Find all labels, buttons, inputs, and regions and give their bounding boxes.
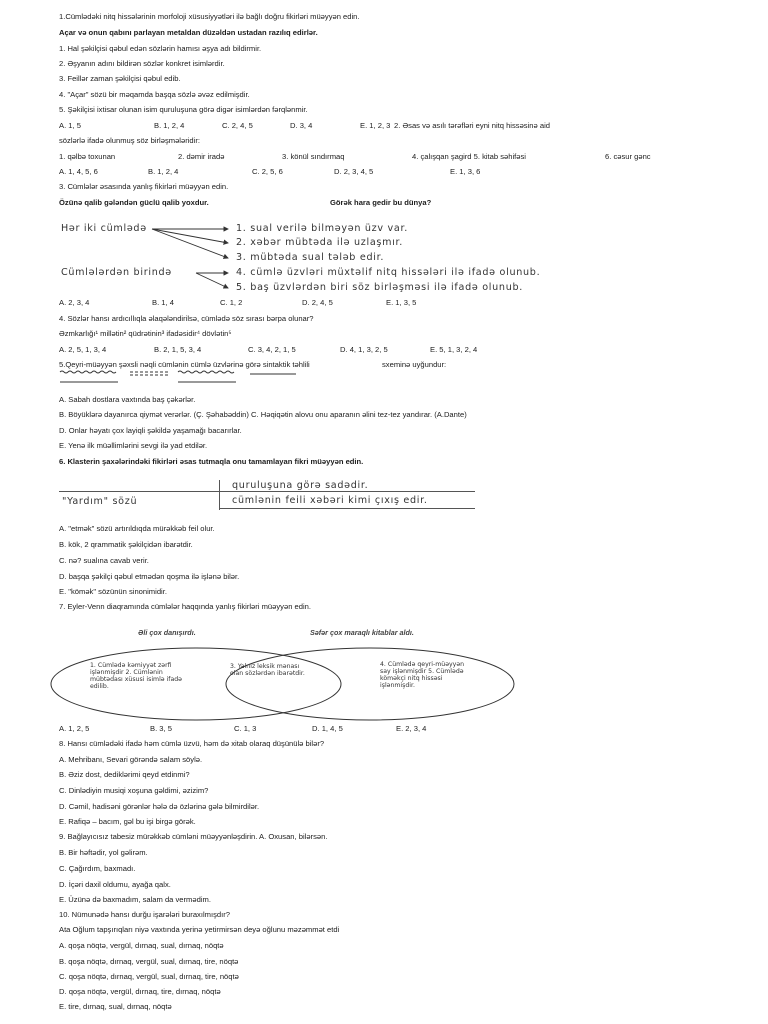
q6-bottom-right: cümlənin feili xəbəri kimi çıxış edir. (232, 495, 428, 506)
q2-question-part2: sözlərlə ifadə olunmuş söz birləşmələridir: (59, 136, 200, 145)
q6-question: 6. Klasterin şaxələrindəki fikirləri əsas tutmaqla onu tamamlayan fikri müəyyən edin. (59, 457, 364, 466)
q7-option-a[interactable]: A. 1, 2, 5 (59, 724, 90, 733)
q2-item-2: 2. dəmir iradə (178, 152, 225, 161)
q4-option-e[interactable]: E. 5, 1, 3, 2, 4 (430, 345, 478, 354)
q3-statement-1: 1. sual verilə bilməyən üzv var. (236, 223, 408, 234)
q1-statement-4: 4. "Açar" sözü bir məqamda başqa sözlə əvəz edilmişdir. (59, 90, 250, 99)
q10-option-e[interactable]: E. tire, dırnaq, sual, dırnaq, nöqtə (59, 1002, 172, 1011)
q1-question: 1.Cümlədəki nitq hissələrinin morfoloji xüsusiyyətləri ilə bağlı doğru fikirləri müəyyən edin. (59, 12, 360, 21)
q1-statement-5: 5. Şəkilçisi ixtisar olunan isim quruluşuna görə digər isimlərdən fərqlənmir. (59, 105, 308, 114)
q7-option-c[interactable]: C. 1, 3 (234, 724, 257, 733)
q1-option-c[interactable]: C. 2, 4, 5 (222, 121, 253, 130)
q10-option-d[interactable]: D. qoşa nöqtə, vergül, dırnaq, tire, dırnaq, nöqtə (59, 987, 221, 996)
q2-option-d[interactable]: D. 2, 3, 4, 5 (334, 167, 374, 176)
q2-option-e[interactable]: E. 1, 3, 6 (450, 167, 481, 176)
q8-question: 8. Hansı cümlədəki ifadə həm cümlə üzvü, həm də xitab olaraq düşünülə bilər? (59, 739, 325, 748)
q4-words: Əzmkarlığı¹ millətin² qüdrətinin³ ifadəsidir⁴ dövlətin⁵ (59, 329, 232, 338)
q5-question: 5.Qeyri-müəyyən şəxsli nəqli cümlənin cümlə üzvlərinə görə sintaktik təhlili (59, 360, 310, 369)
q7-option-d[interactable]: D. 1, 4, 5 (312, 724, 343, 733)
q8-option-c[interactable]: C. Dinlədiyin musiqi xoşuna gəldimi, əzizim? (59, 786, 209, 795)
q10-option-b[interactable]: B. qoşa nöqtə, dırnaq, vergül, sual, dırnaq, tire, nöqtə (59, 957, 239, 966)
q1-option-b[interactable]: B. 1, 2, 4 (154, 121, 185, 130)
q5-option-d[interactable]: D. Onlar həyatı çox layiqli şəkildə yaşamağı bacarırlar. (59, 426, 242, 435)
venn-right-text: 4. Cümlədə qeyri-müəyyən say işlənmişdir 5. Cümlədə köməkçi nitq hissəsi işlənmişdir. (380, 661, 465, 689)
q8-option-e[interactable]: E. Rafiqə – bacım, gəl bu işi birgə görək. (59, 817, 196, 826)
q1-sentence: Açar və onun qabını parlayan metaldan düzəldən ustadan razılıq edirlər. (59, 28, 318, 37)
q7-option-e[interactable]: E. 2, 3, 4 (396, 724, 427, 733)
q3-option-b[interactable]: B. 1, 4 (152, 298, 174, 307)
q2-item-1: 1. qəlbə toxunan (59, 152, 116, 161)
q3-question: 3. Cümlələr əsasında yanlış fikirləri müəyyən edin. (59, 182, 229, 191)
q4-option-c[interactable]: C. 3, 4, 2, 1, 5 (248, 345, 296, 354)
q6-option-b[interactable]: B. kök, 2 qrammatik şəkilçidən ibarətdir. (59, 540, 193, 549)
q2-item-6: 6. cəsur gənc (605, 152, 651, 161)
q3-statement-5: 5. baş üzvlərdən biri söz birləşməsi ilə ifadə olunub. (236, 282, 524, 293)
q5-option-b-c[interactable]: B. Böyüklərə dayanırca qiymət verərlər. (Ç. Şəhabəddin) C. Həqiqətin alovu onu aparanın əlini tez-tez yandırar. (A.Dante) (59, 410, 467, 419)
q3-option-d[interactable]: D. 2, 4, 5 (302, 298, 333, 307)
q2-item-4-5: 4. çalışqan şagird 5. kitab səhifəsi (412, 152, 526, 161)
q9-option-b[interactable]: B. Bir həftədir, yol gəlirəm. (59, 848, 148, 857)
q5-question-tail: sxeminə uyğundur: (382, 360, 447, 369)
q9-question: 9. Bağlayıcısız tabesiz mürəkkəb cümləni müəyyənləşdirin. A. Oxusan, bilərsən. (59, 832, 328, 841)
q1-statement-1: 1. Hal şəkilçisi qəbul edən sözlərin hamısı əşya adı bildirmir. (59, 44, 262, 53)
q8-option-d[interactable]: D. Cəmil, hadisəni görənlər hələ də özlərinə gələ bilmirdilər. (59, 802, 260, 811)
q2-option-b[interactable]: B. 1, 2, 4 (148, 167, 179, 176)
q7-question: 7. Eyler-Venn diaqramında cümlələr haqqında yanlış fikirləri müəyyən edin. (59, 602, 311, 611)
q6-top-right: quruluşuna görə sadədir. (232, 480, 369, 491)
q6-option-d[interactable]: D. başqa şəkilçi qəbul etmədən qoşma ilə işlənə bilər. (59, 572, 240, 581)
q6-option-e[interactable]: E. "kömək" sözünün sinonimidir. (59, 587, 167, 596)
q10-question: 10. Nümunədə hansı durğu işarələri buraxılmışdır? (59, 910, 230, 919)
q10-option-a[interactable]: A. qoşa nöqtə, vergül, dırnaq, sual, dırnaq, nöqtə (59, 941, 224, 950)
q2-question-part1: 2. Əsas və asılı tərəfləri eyni nitq hissəsinə aid (394, 121, 550, 130)
q3-statement-3: 3. mübtəda sual tələb edir. (236, 252, 385, 263)
q1-statement-2: 2. Əşyanın adını bildirən sözlər konkret isimlərdir. (59, 59, 225, 68)
q3-left-bottom: Cümlələrdən birində (61, 267, 172, 278)
q5-option-e[interactable]: E. Yenə ilk müəllimlərini sevgi ilə yad etdilər. (59, 441, 208, 450)
q2-option-a[interactable]: A. 1, 4, 5, 6 (59, 167, 98, 176)
q6-left: "Yardım" sözü (62, 496, 138, 507)
q4-question: 4. Sözlər hansı ardıcıllıqla əlaqələndirilsə, cümlədə söz sırası bərpa olunar? (59, 314, 314, 323)
q6-option-c[interactable]: C. nə? sualına cavab verir. (59, 556, 149, 565)
q4-option-a[interactable]: A. 2, 5, 1, 3, 4 (59, 345, 107, 354)
q2-option-c[interactable]: C. 2, 5, 6 (252, 167, 283, 176)
q7-right-title: Səfər çox maraqlı kitablar aldı. (310, 628, 414, 637)
q3-statement-4: 4. cümlə üzvləri müxtəlif nitq hissələri ilə ifadə olunub. (236, 267, 541, 278)
q4-option-b[interactable]: B. 2, 1, 5, 3, 4 (154, 345, 202, 354)
q9-option-c[interactable]: C. Çağırdım, baxmadı. (59, 864, 136, 873)
q1-statement-3: 3. Feillər zaman şəkilçisi qəbul edib. (59, 74, 181, 83)
q3-option-a[interactable]: A. 2, 3, 4 (59, 298, 90, 307)
q1-option-a[interactable]: A. 1, 5 (59, 121, 81, 130)
q3-option-c[interactable]: C. 1, 2 (220, 298, 243, 307)
q7-option-b[interactable]: B. 3, 5 (150, 724, 172, 733)
q1-option-d[interactable]: D. 3, 4 (290, 121, 313, 130)
q5-option-a[interactable]: A. Sabah dostlara vaxtında baş çəkərlər. (59, 395, 196, 404)
q10-option-c[interactable]: C. qoşa nöqtə, dırnaq, vergül, sual, dırnaq, tire, nöqtə (59, 972, 239, 981)
q2-item-3: 3. könül sındırmaq (282, 152, 345, 161)
venn-left-text: 1. Cümlədə kəmiyyət zərfi işlənmişdir 2. Cümlənin mübtədası xüsusi isimlə ifadə edilib. (90, 662, 182, 690)
q10-sentence: Ata Oğlum tapşırıqları niyə vaxtında yerinə yetirmirsən deyə oğlunu məzəmmət etdi (59, 925, 340, 934)
q9-option-d[interactable]: D. İçəri daxil oldumu, ayağa qalx. (59, 880, 171, 889)
q1-option-e[interactable]: E. 1, 2, 3 (360, 121, 391, 130)
q3-sentence-a: Özünə qalib gələndən güclü qalib yoxdur. (59, 198, 209, 207)
q3-statement-2: 2. xəbər mübtəda ilə uzlaşmır. (236, 237, 404, 248)
q7-left-title: Əli çox danışırdı. (138, 628, 196, 637)
q3-left-top: Hər iki cümlədə (61, 223, 147, 234)
q3-option-e[interactable]: E. 1, 3, 5 (386, 298, 417, 307)
q6-option-a[interactable]: A. "etmək" sözü artırıldıqda mürəkkəb feil olur. (59, 524, 215, 533)
venn-center-text: 3. Yalnız leksik mənası olan sözlərdən ibarətdir. (230, 663, 305, 677)
q9-option-e[interactable]: E. Üzünə də baxmadım, salam da vermədim. (59, 895, 211, 904)
q3-sentence-b: Görək hara gedir bu dünya? (330, 198, 432, 207)
q8-option-b[interactable]: B. Əziz dost, dediklərimi qeyd etdinmi? (59, 770, 190, 779)
q8-option-a[interactable]: A. Mehribanı, Sevari görəndə salam söylə. (59, 755, 203, 764)
q4-option-d[interactable]: D. 4, 1, 3, 2, 5 (340, 345, 388, 354)
